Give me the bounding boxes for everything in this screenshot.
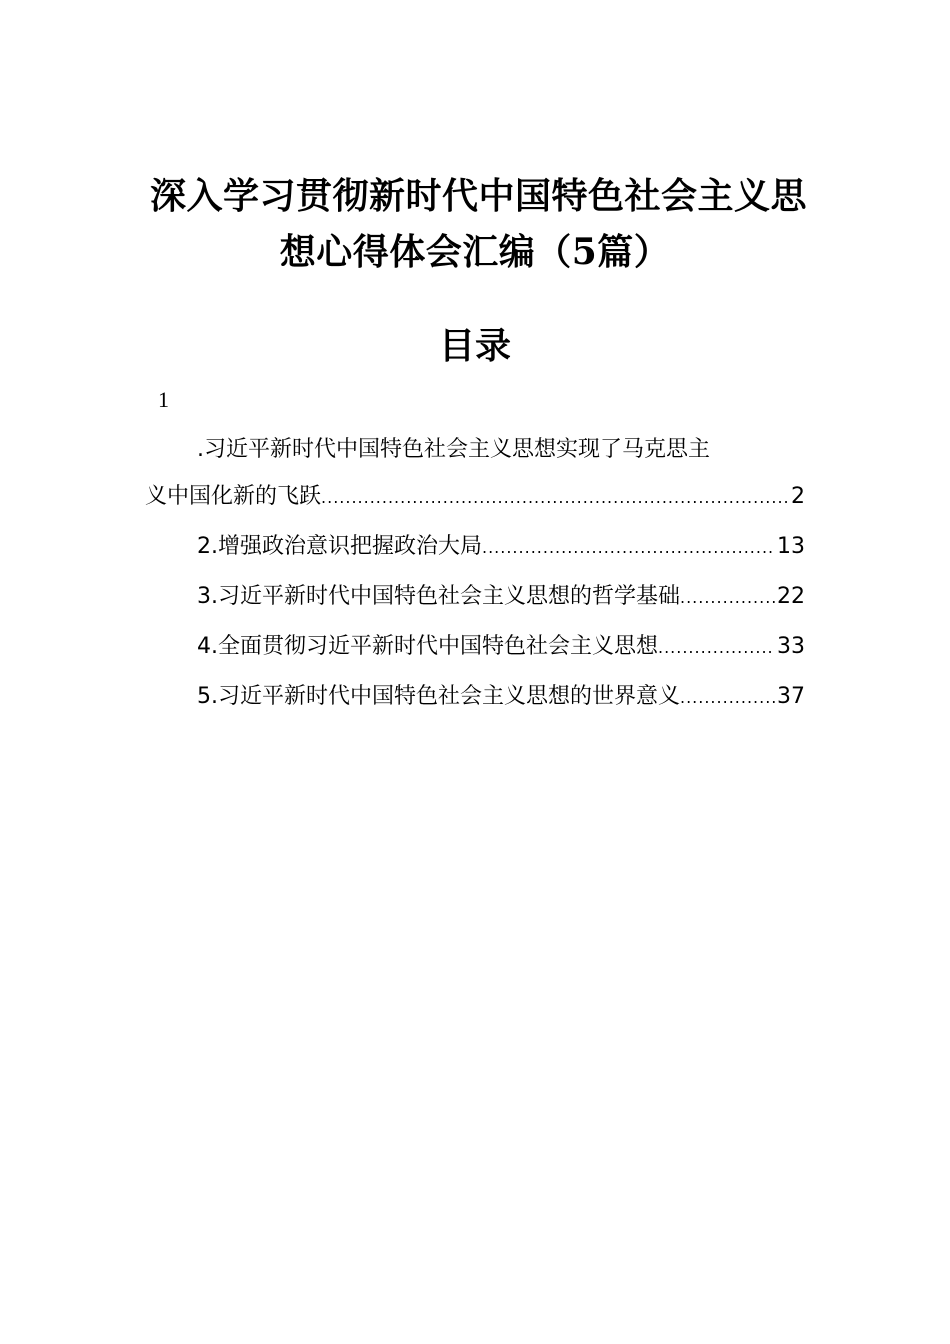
document-title: [150, 168, 808, 280]
toc-entry-3[interactable]: [145, 572, 805, 622]
title-line-2: 想心得体会汇编（5篇）: [279, 231, 671, 273]
toc-heading: 目录: [438, 325, 511, 367]
title-line-1: 深入学习贯彻新时代中国特色社会主义思: [150, 175, 808, 217]
toc-leader-dots: [658, 623, 775, 673]
toc-leader-dots: [680, 573, 775, 623]
toc-leader-dots: [321, 473, 789, 523]
toc-leader-dots: [482, 523, 775, 573]
toc-entry-text: 5.习近平新时代中国特色社会主义思想的世界意义: [197, 684, 680, 709]
toc-page-number: 13: [777, 534, 805, 559]
toc-entry-1-line1: .习近平新时代中国特色社会主义思想实现了马克思主: [197, 437, 710, 462]
toc-entry-text: 2.增强政治意识把握政治大局: [197, 534, 482, 559]
stray-number: 1: [158, 387, 169, 412]
toc-entry-4[interactable]: [145, 622, 805, 672]
toc-entry-5[interactable]: [145, 672, 805, 722]
toc-page-number: 37: [777, 684, 805, 709]
toc-page-number: 33: [777, 634, 805, 659]
toc-entry-text: 4.全面贯彻习近平新时代中国特色社会主义思想: [197, 634, 658, 659]
toc-entry-text: 义中国化新的飞跃: [145, 484, 322, 509]
toc-leader-dots: [680, 673, 775, 723]
toc-entry-1[interactable]: [145, 428, 805, 522]
table-of-contents: [145, 428, 805, 722]
toc-page-number: 2: [791, 484, 805, 509]
toc-entry-1-line2: [145, 472, 805, 522]
toc-entry-2[interactable]: [145, 522, 805, 572]
toc-page-number: 22: [777, 584, 805, 609]
toc-entry-text: 3.习近平新时代中国特色社会主义思想的哲学基础: [197, 584, 680, 609]
